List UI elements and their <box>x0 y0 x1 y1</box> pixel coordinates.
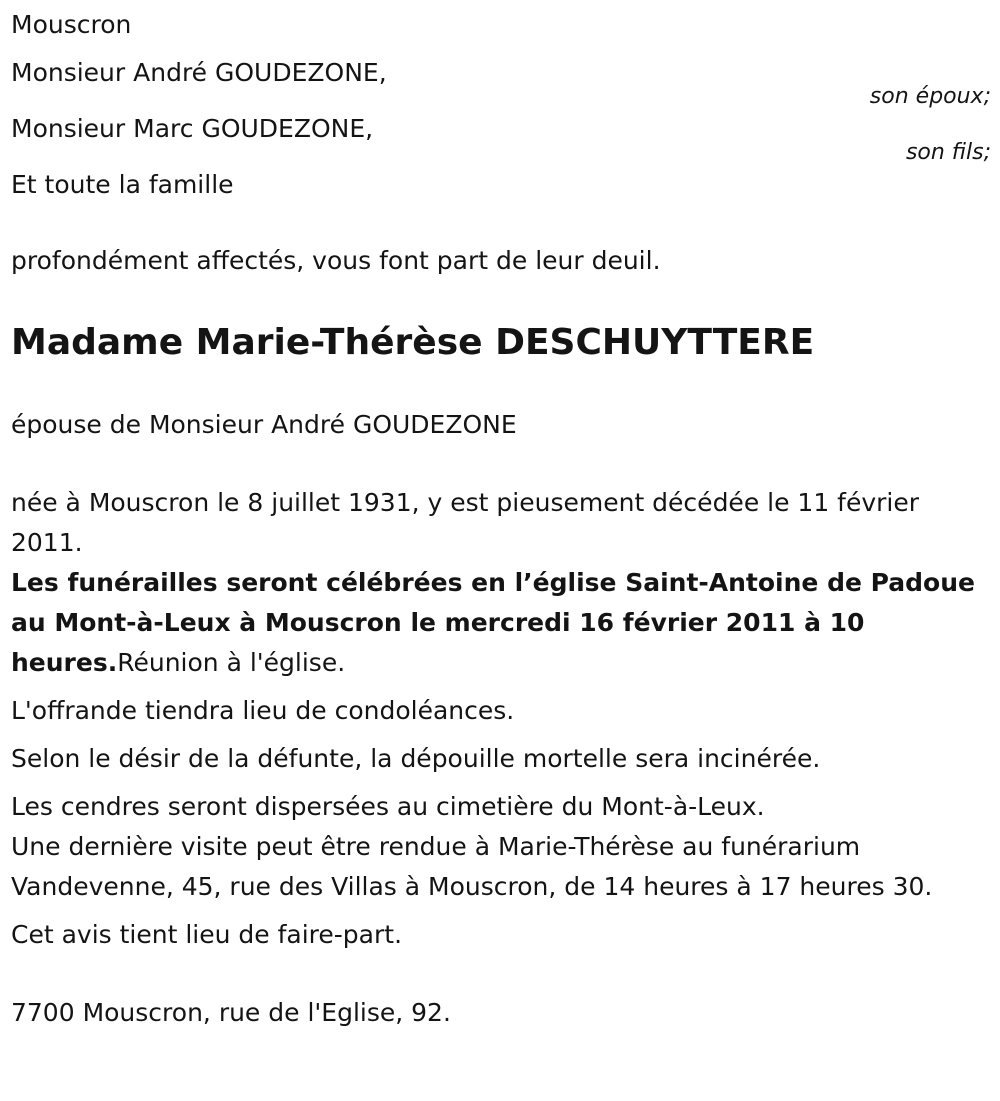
birth-death-text: née à Mouscron le 8 juillet 1931, y est pieusement décédée le 11 février 2011. <box>11 488 920 557</box>
family-rest: Et toute la famille <box>11 170 234 199</box>
family-role-spouse: son époux; <box>869 84 991 109</box>
family-member-son: Monsieur Marc GOUDEZONE, <box>11 114 374 143</box>
faire-part-text: Cet avis tient lieu de faire-part. <box>11 920 403 949</box>
funeral-paragraph <box>11 563 991 683</box>
funeral-details: Les funérailles seront célébrées en l’église Saint-Antoine de Padoue au Mont-à-Leux à Mouscron le mercredi 16 février 2011 à 10 heures. <box>11 568 975 677</box>
funeral-meeting: Réunion à l'église. <box>117 648 346 677</box>
deceased-name: Madame Marie-Thérèse DESCHUYTTERE <box>11 322 815 363</box>
address-text: 7700 Mouscron, rue de l'Eglise, 92. <box>11 998 451 1027</box>
city-heading: Mouscron <box>11 10 132 39</box>
obituary-notice <box>11 5 991 1033</box>
affected-text: profondément affectés, vous font part de leur deuil. <box>11 246 661 275</box>
visit-text: Une dernière visite peut être rendue à Marie-Thérèse au funérarium Vandevenne, 45, rue des Villas à Mouscron, de 14 heures à 17 heures 30. <box>11 832 933 901</box>
ashes-text: Les cendres seront dispersées au cimetière du Mont-à-Leux. <box>11 792 765 821</box>
cremation-text: Selon le désir de la défunte, la dépouille mortelle sera incinérée. <box>11 744 821 773</box>
family-member-spouse: Monsieur André GOUDEZONE, <box>11 58 387 87</box>
family-role-son: son fils; <box>905 140 991 165</box>
offering-text: L'offrande tiendra lieu de condoléances. <box>11 696 515 725</box>
spouse-line: épouse de Monsieur André GOUDEZONE <box>11 410 517 439</box>
